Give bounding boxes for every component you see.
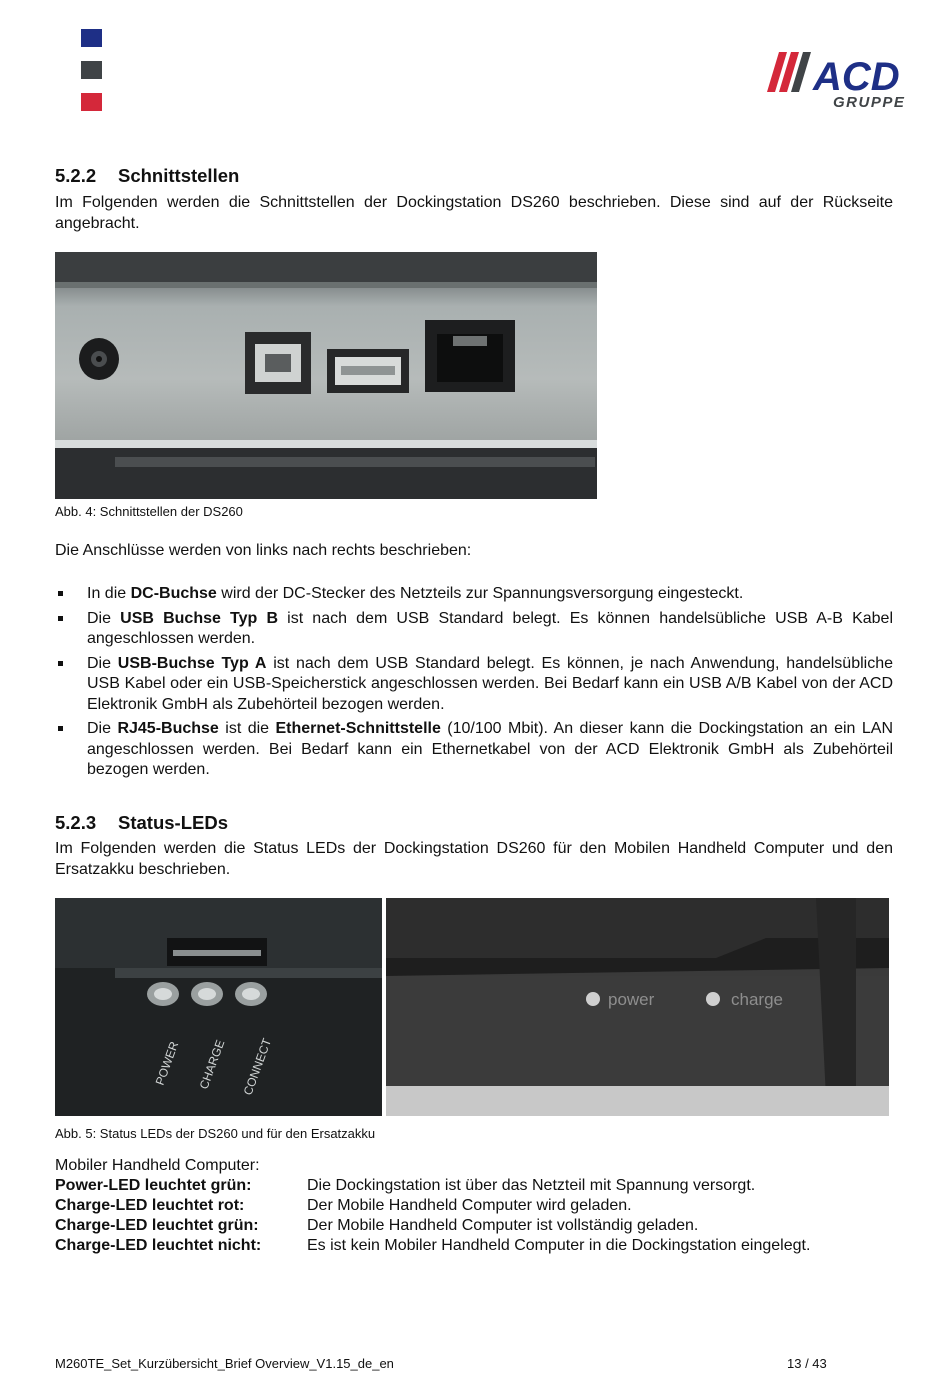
status-leds-photo-dock (55, 898, 382, 1116)
brand-square-gray (81, 61, 102, 79)
definition-row (55, 1216, 810, 1236)
led-label-charge: charge (731, 990, 783, 1009)
definition-desc: Der Mobile Handheld Computer ist vollständig geladen. (307, 1217, 699, 1234)
list-item: In die DC-Buchse wird der DC-Stecker des Netzteils zur Spannungsversorgung eingesteckt. (55, 584, 893, 605)
figure-caption-5: Abb. 5: Status LEDs der DS260 und für den Ersatzakku (55, 1126, 376, 1141)
section-heading-schnittstellen (55, 165, 239, 187)
interface-list (55, 584, 893, 785)
led-label-power: power (608, 990, 655, 1009)
footer-doc-name: M260TE_Set_Kurzübersicht_Brief Overview_V1.15_de_en (55, 1356, 394, 1371)
brand-square-red (81, 93, 102, 111)
definition-row (55, 1176, 810, 1196)
section-number: 5.2.3 (55, 812, 97, 833)
definition-row (55, 1196, 810, 1216)
list-item: Die USB Buchse Typ B ist nach dem USB Standard belegt. Es können handelsübliche USB A-B Kabel angeschlossen werden. (55, 609, 893, 650)
footer-page-number: 13 / 43 (787, 1356, 827, 1371)
definition-term: Charge-LED leuchtet rot: (55, 1197, 245, 1214)
list-item: Die RJ45-Buchse ist die Ethernet-Schnittstelle (10/100 Mbit). An dieser kann die Dockingstation an ein LAN angeschlossen werden. Bei Bedarf kann ein Ethernetkabel von der ACD Elektronik GmbH als Zubehörteil bezogen werden. (55, 719, 893, 781)
definition-desc: Der Mobile Handheld Computer wird geladen. (307, 1197, 632, 1214)
section-title: Schnittstellen (118, 165, 240, 186)
logo-text: ACD (813, 55, 900, 99)
section-intro: Im Folgenden werden die Schnittstellen der Dockingstation DS260 beschrieben. Diese sind auf der Rückseite angebracht. (55, 194, 893, 232)
interfaces-photo (55, 252, 597, 499)
led-label-charge: CHARGE (196, 1037, 228, 1092)
list-heading: Mobiler Handheld Computer: (55, 1157, 260, 1174)
definition-row (55, 1236, 810, 1256)
list-item: Die USB-Buchse Typ A ist nach dem USB Standard belegt. Es können, je nach Anwendung, handelsübliche USB Kabel oder ein USB-Speicherstick angeschlossen werden. Bei Bedarf kann ein USB A/B Kabel von der ACD Elektronik GmbH als Zubehörteil bezogen werden. (55, 654, 893, 716)
figure-caption-4: Abb. 4: Schnittstellen der DS260 (55, 504, 243, 519)
section-number: 5.2.2 (55, 165, 97, 186)
definition-term: Charge-LED leuchtet nicht: (55, 1237, 262, 1254)
acd-logo (765, 44, 920, 112)
connections-lead: Die Anschlüsse werden von links nach rechts beschrieben: (55, 542, 472, 559)
section-heading-status-leds (55, 812, 228, 834)
brand-square-navy (81, 29, 102, 47)
led-label-connect: CONNECT (240, 1036, 275, 1098)
led-definitions (55, 1156, 810, 1256)
definition-term: Charge-LED leuchtet grün: (55, 1217, 259, 1234)
definition-desc: Die Dockingstation ist über das Netzteil mit Spannung versorgt. (307, 1177, 756, 1194)
section-intro: Im Folgenden werden die Status LEDs der Dockingstation DS260 für den Mobilen Handheld Computer und den Ersatzakku beschrieben. (55, 840, 893, 878)
section-title: Status-LEDs (118, 812, 228, 833)
logo-subtext: GRUPPE (833, 94, 906, 111)
definition-term: Power-LED leuchtet grün: (55, 1177, 252, 1194)
led-label-power: POWER (152, 1039, 182, 1088)
status-leds-photo-battery (386, 898, 889, 1116)
definition-desc: Es ist kein Mobiler Handheld Computer in die Dockingstation eingelegt. (307, 1237, 811, 1254)
